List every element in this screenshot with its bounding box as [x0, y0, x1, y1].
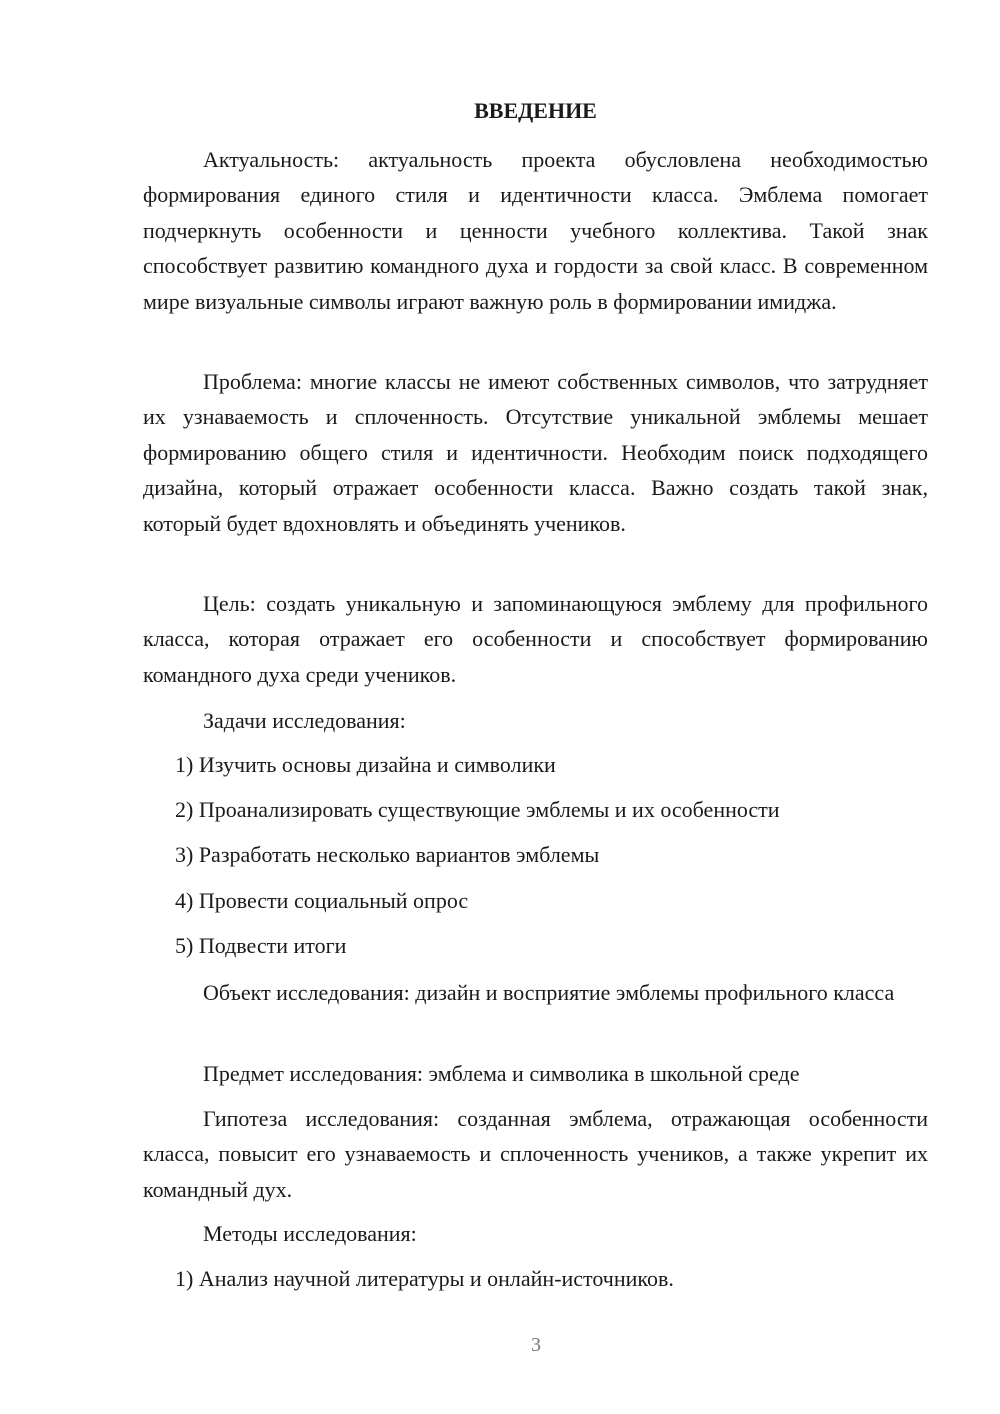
tasks-heading: Задачи исследования:: [203, 708, 406, 733]
hypothesis-paragraph: Гипотеза исследования: созданная эмблема, отражающая особенности класса, повысит его узнаваемость и сплоченность учеников, а также укрепит их командный дух.: [143, 1106, 928, 1202]
task-item-3: 3) Разработать несколько вариантов эмблемы: [175, 842, 600, 867]
goal-paragraph: Цель: создать уникальную и запоминающуюся эмблему для профильного класса, которая отражает его особенности и способствует формированию командного духа среди учеников.: [143, 591, 928, 687]
subject-paragraph: Предмет исследования: эмблема и символика в школьной среде: [203, 1061, 800, 1086]
task-item-4: 4) Провести социальный опрос: [175, 888, 469, 913]
problem-paragraph: Проблема: многие классы не имеют собственных символов, что затрудняет их узнаваемость и сплоченность. Отсутствие уникальной эмблемы мешает формированию общего стиля и идентичности. Необходим поиск подходящего дизайна, который отражает особенности класса. Важно создать такой знак, который будет вдохновлять и объединять учеников.: [143, 369, 928, 536]
page-title: ВВЕДЕНИЕ: [474, 98, 597, 123]
object-paragraph: Объект исследования: дизайн и восприятие эмблемы профильного класса: [203, 980, 895, 1005]
methods-heading: Методы исследования:: [203, 1221, 417, 1246]
method-item-1: 1) Анализ научной литературы и онлайн-источников.: [175, 1266, 674, 1291]
page-number: 3: [531, 1334, 541, 1356]
relevance-paragraph: Актуальность: актуальность проекта обусловлена необходимостью формирования единого стиля и идентичности класса. Эмблема помогает подчеркнуть особенности и ценности учебного коллектива. Такой знак способствует развитию командного духа и гордости за свой класс. В современном мире визуальные символы играют важную роль в формировании имиджа.: [143, 147, 928, 314]
task-item-1: 1) Изучить основы дизайна и символики: [175, 752, 556, 777]
task-item-2: 2) Проанализировать существующие эмблемы и их особенности: [175, 797, 780, 822]
task-item-5: 5) Подвести итоги: [175, 933, 347, 958]
